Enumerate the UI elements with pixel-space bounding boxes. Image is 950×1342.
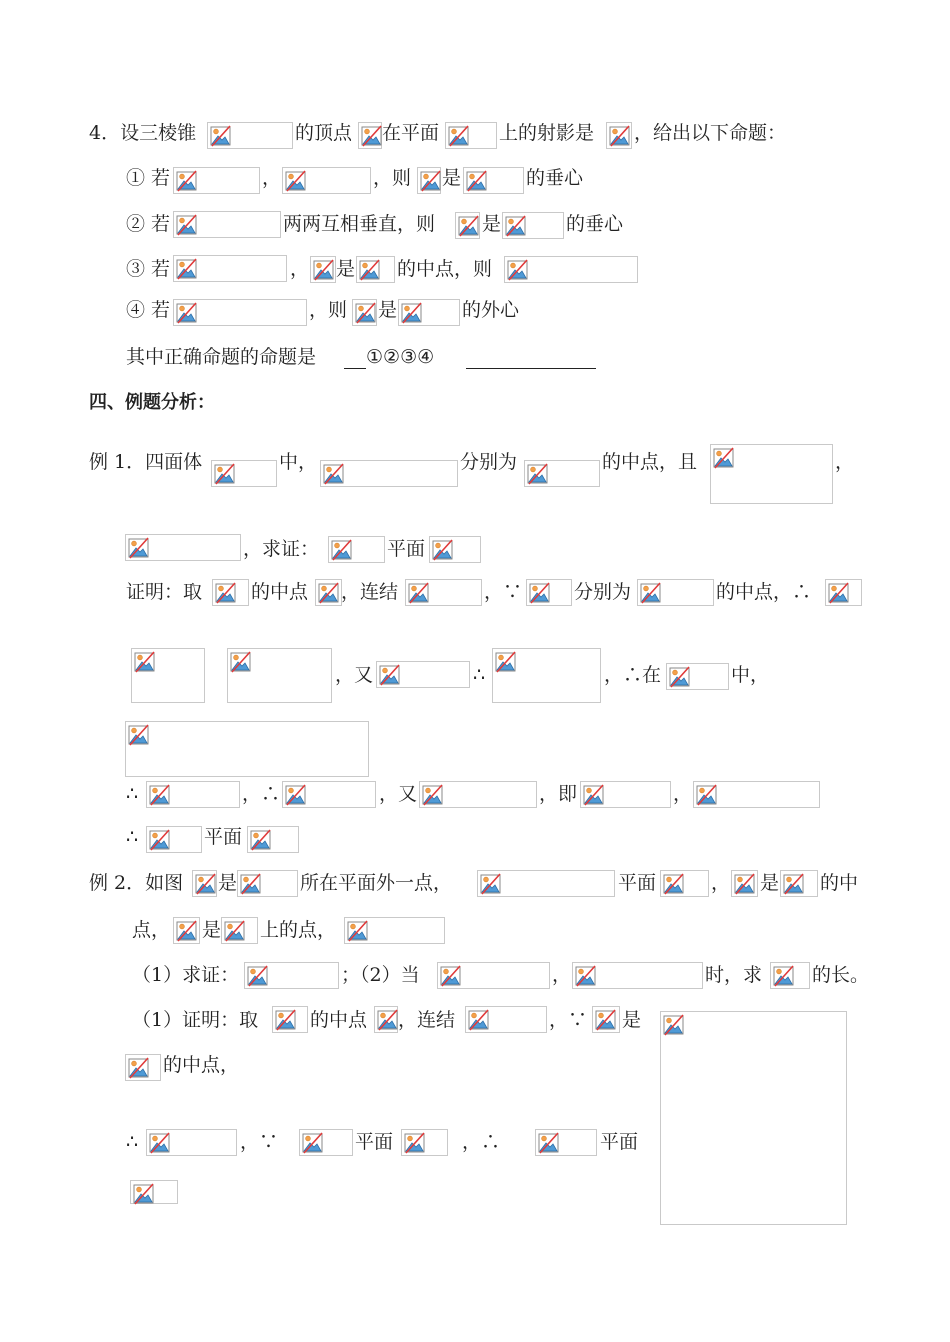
proposition-1: ， <box>262 167 282 189</box>
formula-image-icon <box>227 648 332 703</box>
proposition-2: 的垂心 <box>566 213 624 235</box>
formula-image-icon <box>192 870 217 897</box>
proof-text: （1）证明：取 <box>132 1009 259 1031</box>
proof-text: 中， <box>731 664 770 686</box>
formula-image-icon <box>572 962 703 989</box>
proof-text: ，∴ <box>242 783 281 805</box>
q4-intro-text: ，给出以下命题： <box>634 122 787 144</box>
formula-image-icon <box>825 579 862 606</box>
proof-text: 的中点， <box>163 1054 240 1076</box>
formula-image-icon <box>465 1006 547 1033</box>
proof-text: ，连结 <box>398 1009 456 1031</box>
proposition-1: ① 若 <box>126 167 171 189</box>
proposition-3: 是 <box>336 258 356 280</box>
proof-text: ，又 <box>379 783 418 805</box>
proposition-2: 是 <box>482 213 502 235</box>
proposition-4: ，则 <box>309 299 348 321</box>
formula-image-icon <box>477 870 615 897</box>
formula-image-icon <box>580 781 671 808</box>
example1-text: ，求证： <box>243 538 320 560</box>
formula-image-icon <box>247 826 299 853</box>
answer-prefix: 其中正确命题的命题是 <box>126 346 317 368</box>
formula-image-icon <box>374 1006 398 1033</box>
formula-image-icon <box>125 1054 161 1081</box>
q4-intro-text: 的顶点 <box>295 122 353 144</box>
formula-image-icon <box>328 536 385 563</box>
proof-text: 平面 <box>204 826 243 848</box>
proof-text: 的中点，∴ <box>716 581 812 603</box>
formula-image-icon <box>693 781 820 808</box>
proof-text: ，∵ <box>549 1009 588 1031</box>
formula-image-icon <box>237 870 298 897</box>
formula-image-icon <box>592 1006 620 1033</box>
example1-text: 平面 <box>387 538 426 560</box>
answer-underline <box>344 368 366 369</box>
example1-text: 中， <box>279 451 318 473</box>
example2-text: 的长。 <box>812 964 870 986</box>
example2-text: 例 2．如图 <box>89 872 184 894</box>
example2-text: 上的点， <box>260 919 337 941</box>
proof-text: ，∵ <box>484 581 523 603</box>
formula-image-icon <box>637 579 714 606</box>
formula-image-icon <box>710 444 833 504</box>
formula-image-icon <box>282 781 376 808</box>
formula-image-icon <box>492 648 601 703</box>
proof-text: ，∵ <box>240 1131 279 1153</box>
formula-image-icon <box>437 962 550 989</box>
proof-text: ∴ <box>126 1131 139 1153</box>
example2-text: 的中 <box>820 872 859 894</box>
example2-text: 时，求 <box>705 964 763 986</box>
section-heading: 四、例题分析： <box>89 392 215 413</box>
example2-text: 所在平面外一点， <box>300 872 453 894</box>
proposition-4: 的外心 <box>462 299 520 321</box>
proposition-2: 两两互相垂直，则 <box>283 213 436 235</box>
formula-image-icon <box>130 1180 178 1204</box>
example2-text: 平面 <box>618 872 657 894</box>
formula-image-icon <box>780 870 818 897</box>
formula-image-icon <box>320 460 458 487</box>
formula-image-icon <box>173 255 287 282</box>
formula-image-icon <box>666 663 729 690</box>
proof-text: ， <box>673 783 693 805</box>
example1-text: 例 1．四面体 <box>89 451 203 473</box>
formula-image-icon <box>358 122 382 149</box>
example2-text: ；（2）当 <box>341 964 420 986</box>
formula-image-icon <box>244 962 339 989</box>
formula-image-icon <box>526 579 572 606</box>
formula-image-icon <box>173 167 260 194</box>
proof-text: ，即 <box>539 783 578 805</box>
formula-image-icon <box>131 648 205 703</box>
answer-text: ①②③④ <box>366 346 435 368</box>
formula-image-icon <box>504 256 638 283</box>
formula-image-icon <box>419 781 537 808</box>
proof-text: ∴ <box>473 664 486 686</box>
q4-intro-text: 4．设三棱锥 <box>89 122 197 144</box>
formula-image-icon <box>463 167 524 194</box>
proof-text: 的中点 <box>251 581 309 603</box>
proof-text: ，∴在 <box>604 664 662 686</box>
formula-image-icon <box>445 122 497 149</box>
formula-image-icon <box>299 1129 353 1156</box>
formula-image-icon <box>660 870 709 897</box>
formula-image-icon <box>524 460 600 487</box>
formula-image-icon <box>282 167 371 194</box>
formula-image-icon <box>212 579 249 606</box>
proof-text: ，又 <box>335 664 374 686</box>
proof-text: ∴ <box>126 826 139 848</box>
example2-text: 是 <box>202 919 222 941</box>
proposition-1: 的垂心 <box>526 167 584 189</box>
formula-image-icon <box>429 536 481 563</box>
formula-image-icon <box>207 122 293 149</box>
proof-text: ∴ <box>126 783 139 805</box>
proposition-4: 是 <box>378 299 398 321</box>
formula-image-icon <box>502 212 564 239</box>
proof-text: ，连结 <box>341 581 399 603</box>
figure-image-icon <box>660 1011 847 1225</box>
example2-text: ， <box>711 872 731 894</box>
proposition-1: 是 <box>442 167 462 189</box>
formula-image-icon <box>125 721 369 777</box>
example1-text: ， <box>835 451 855 473</box>
formula-image-icon <box>221 917 258 944</box>
formula-image-icon <box>125 534 241 561</box>
formula-image-icon <box>173 211 281 238</box>
proposition-4: ④ 若 <box>126 299 171 321</box>
formula-image-icon <box>146 826 202 853</box>
q4-intro-text: 上的射影是 <box>499 122 595 144</box>
proof-text: 的中点 <box>310 1009 368 1031</box>
formula-image-icon <box>272 1006 308 1033</box>
proposition-3: ③ 若 <box>126 258 171 280</box>
q4-intro-text: 在平面 <box>382 122 440 144</box>
formula-image-icon <box>376 661 470 688</box>
formula-image-icon <box>770 962 810 989</box>
formula-image-icon <box>173 917 200 944</box>
formula-image-icon <box>146 1129 237 1156</box>
example1-text: 分别为 <box>460 451 518 473</box>
proposition-2: ② 若 <box>126 213 171 235</box>
formula-image-icon <box>405 579 482 606</box>
proposition-3: 的中点，则 <box>397 258 493 280</box>
formula-image-icon <box>146 781 240 808</box>
proof-text: 分别为 <box>574 581 632 603</box>
example2-text: 是 <box>760 872 780 894</box>
formula-image-icon <box>455 212 480 239</box>
proof-text: 平面 <box>355 1131 394 1153</box>
example2-text: ， <box>552 964 572 986</box>
example1-text: 的中点，且 <box>602 451 698 473</box>
proof-text: 证明：取 <box>126 581 203 603</box>
proposition-3: ， <box>290 258 310 280</box>
formula-image-icon <box>315 579 342 606</box>
formula-image-icon <box>173 299 307 326</box>
example2-text: 是 <box>218 872 238 894</box>
formula-image-icon <box>401 1129 448 1156</box>
formula-image-icon <box>417 167 441 194</box>
proof-text: ，∴ <box>462 1131 501 1153</box>
proof-text: 是 <box>622 1009 642 1031</box>
formula-image-icon <box>731 870 758 897</box>
example2-text: 点， <box>132 919 171 941</box>
formula-image-icon <box>211 460 277 487</box>
proposition-1: ，则 <box>373 167 412 189</box>
formula-image-icon <box>535 1129 597 1156</box>
proof-text: 平面 <box>600 1131 639 1153</box>
formula-image-icon <box>352 299 377 326</box>
formula-image-icon <box>606 122 632 149</box>
answer-underline <box>466 368 596 369</box>
formula-image-icon <box>310 256 336 283</box>
formula-image-icon <box>356 256 395 283</box>
example2-text: （1）求证： <box>132 964 240 986</box>
formula-image-icon <box>344 917 445 944</box>
formula-image-icon <box>398 299 460 326</box>
